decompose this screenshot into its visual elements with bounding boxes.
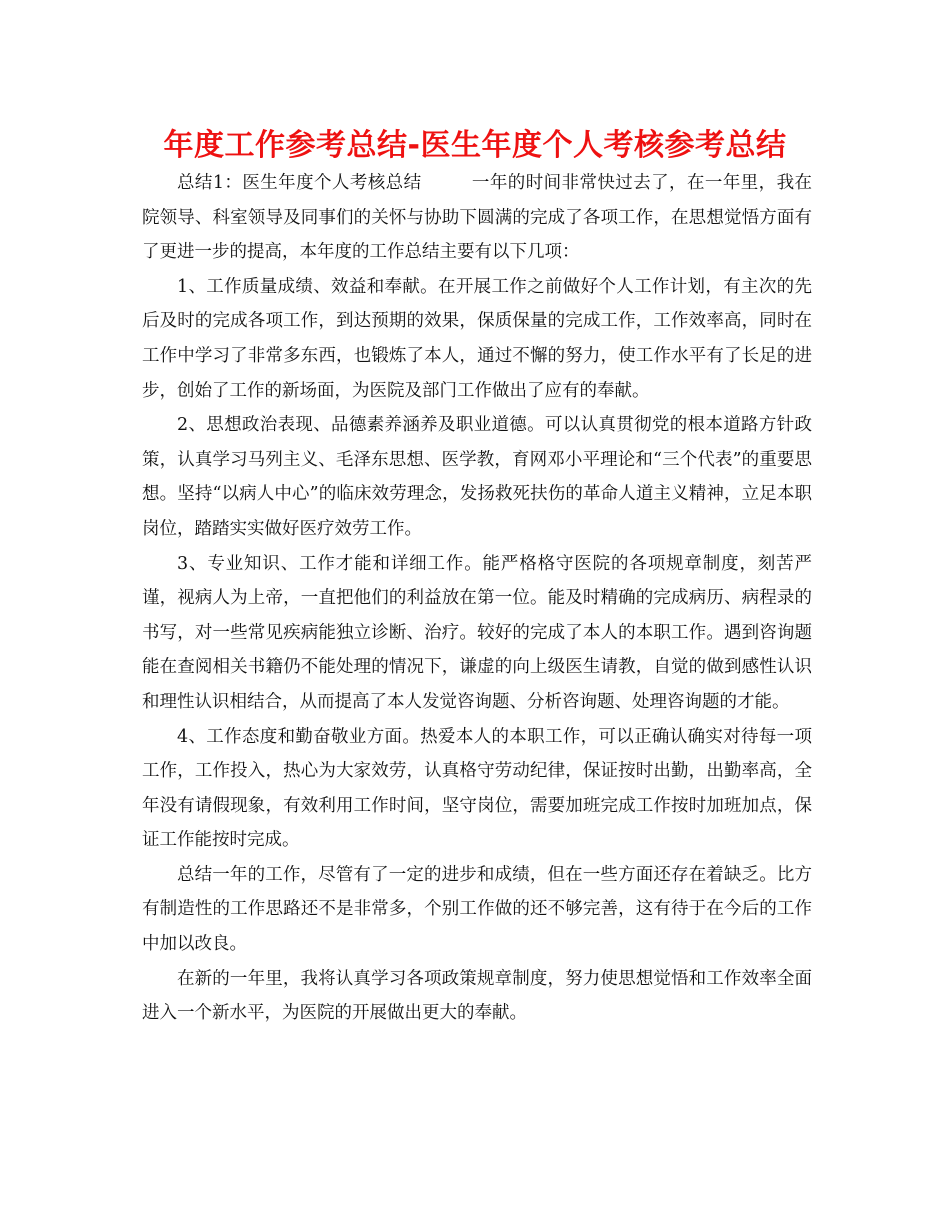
intro-paragraph (142, 166, 812, 270)
paragraph-professional-skills: 3、专业知识、工作才能和详细工作。能严格格守医院的各项规章制度，刻苦严谨，视病人为上帝，一直把他们的利益放在第一位。能及时精确的完成病历、病程录的书写，对一些常见疾病能独立诊断、治疗。较好的完成了本人的本职工作。遇到咨询题能在查阅相关书籍仍不能处理的情况下，谦虚的向上级医生请教，自觉的做到感性认识和理性认识相结合，从而提高了本人发觉咨询题、分析咨询题、处理咨询题的才能。 (142, 553, 812, 712)
paragraph-work-attitude: 4、工作态度和勤奋敬业方面。热爱本人的本职工作，可以正确认确实对待每一项工作，工作投入，热心为大家效劳，认真格守劳动纪律，保证按时出勤，出勤率高，全年没有请假现象，有效利用工作时间，坚守岗位，需要加班完成工作按时加班加点，保证工作能按时完成。 (142, 726, 812, 851)
paragraph-shortcomings: 总结一年的工作，尽管有了一定的进步和成绩，但在一些方面还存在着缺乏。比方有制造性的工作思路还不是非常多，个别工作做的还不够完善，这有待于在今后的工作中加以改良。 (142, 864, 812, 955)
intro-text: 一年的时间非常快过去了，在一年里，我在院领导、科室领导及同事们的关怀与协助下圆满的完成了各项工作，在思想觉悟方面有了更进一步的提高，本年度的工作总结主要有以下几项： (142, 173, 812, 263)
paragraph-political-conduct: 2、思想政治表现、品德素养涵养及职业道德。可以认真贯彻党的根本道路方针政策，认真学习马列主义、毛泽东思想、医学教，育网邓小平理论和“三个代表”的重要思想。坚持“以病人中心”的临床效劳理念，发扬救死扶伤的革命人道主义精神，立足本职岗位，踏踏实实做好医疗效劳工作。 (142, 415, 812, 539)
paragraph-new-year-plan: 在新的一年里，我将认真学习各项政策规章制度，努力使思想觉悟和工作效率全面进入一个新水平，为医院的开展做出更大的奉献。 (142, 968, 812, 1024)
paragraph-work-quality: 1、工作质量成绩、效益和奉献。在开展工作之前做好个人工作计划，有主次的先后及时的完成各项工作，到达预期的效果，保质保量的完成工作，工作效率高，同时在工作中学习了非常多东西，也锻炼了本人，通过不懈的努力，使工作水平有了长足的进步，创始了工作的新场面，为医院及部门工作做出了应有的奉献。 (142, 276, 812, 401)
document-title: 年度工作参考总结-医生年度个人考核参考总结 (163, 128, 787, 163)
intro-heading: 总结1：医生年度个人考核总结 (177, 173, 422, 193)
document-body (142, 166, 812, 1031)
